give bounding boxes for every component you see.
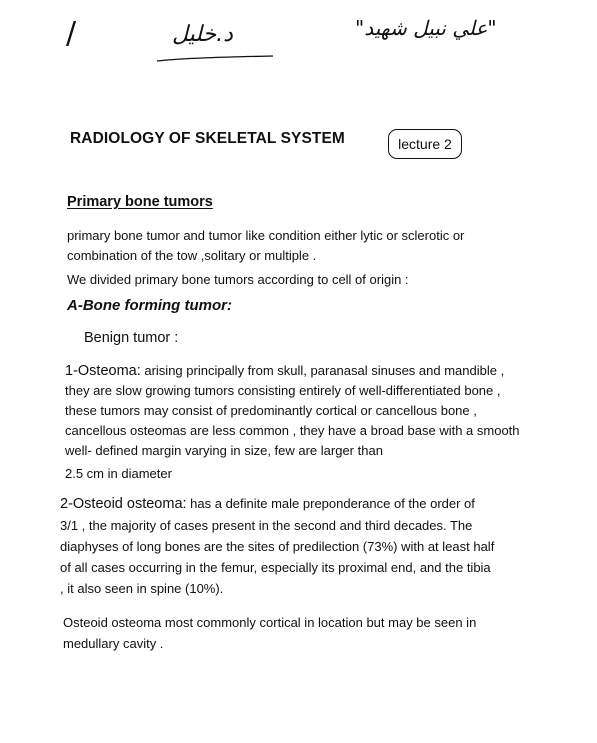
text-line: combination of the tow ,solitary or multiple . <box>67 248 317 263</box>
text-line <box>65 361 520 381</box>
osteoid-lead: 2-Osteoid osteoma: <box>60 496 187 512</box>
handwritten-underline <box>155 54 275 64</box>
text-line <box>60 493 494 515</box>
text-line: primary bone tumor and tumor like condition either lytic or sclerotic or <box>67 228 465 243</box>
text-line: Osteoid osteoma most commonly cortical in location but may be seen in <box>63 615 477 630</box>
handwritten-slash: / <box>66 16 77 51</box>
text-line: 2.5 cm in diameter <box>65 466 172 481</box>
benign-label: Benign tumor : <box>84 330 179 346</box>
text-line: they are slow growing tumors consisting entirely of well-differentiated bone , <box>65 383 501 398</box>
lecture-badge <box>388 129 462 159</box>
osteoma-line1: arising principally from skull, paranasal sinuses and mandible , <box>140 363 505 378</box>
lecture-label: lecture 2 <box>398 136 452 152</box>
text-line: , it also seen in spine (10%). <box>60 581 224 596</box>
subheading: A-Bone forming tumor: <box>67 297 232 314</box>
text-line: cancellous osteomas are less common , they have a broad base with a smooth <box>65 423 520 438</box>
text-line: of all cases occurring in the femur, especially its proximal end, and the tibia <box>60 560 491 575</box>
osteoid-osteoma-paragraph <box>60 493 494 599</box>
classification-sentence <box>67 270 409 290</box>
document-title: RADIOLOGY OF SKELETAL SYSTEM <box>70 130 345 147</box>
text-line: diaphyses of long bones are the sites of predilection (73%) with at least half <box>60 539 495 554</box>
osteoma-lead: 1-Osteoma: <box>65 363 141 379</box>
text-line: medullary cavity . <box>63 636 164 651</box>
diameter-line <box>65 464 172 484</box>
text-line: well- defined margin varying in size, few are larger than <box>65 443 383 458</box>
osteoma-paragraph <box>65 361 520 461</box>
intro-paragraph <box>67 226 464 266</box>
section-heading: Primary bone tumors <box>67 194 213 210</box>
text-line: 3/1 , the majority of cases present in the second and third decades. The <box>60 518 473 533</box>
handwritten-student-name: "علي نبيل شهيد" <box>355 16 497 40</box>
osteoid-line1: has a definite male preponderance of the order of <box>186 496 475 511</box>
handwritten-doctor-name: د.خليل <box>172 22 233 47</box>
text-line: We divided primary bone tumors according to cell of origin : <box>67 272 409 287</box>
cortical-location-paragraph <box>63 612 476 654</box>
text-line: these tumors may consist of predominantly cortical or cancellous bone , <box>65 403 477 418</box>
